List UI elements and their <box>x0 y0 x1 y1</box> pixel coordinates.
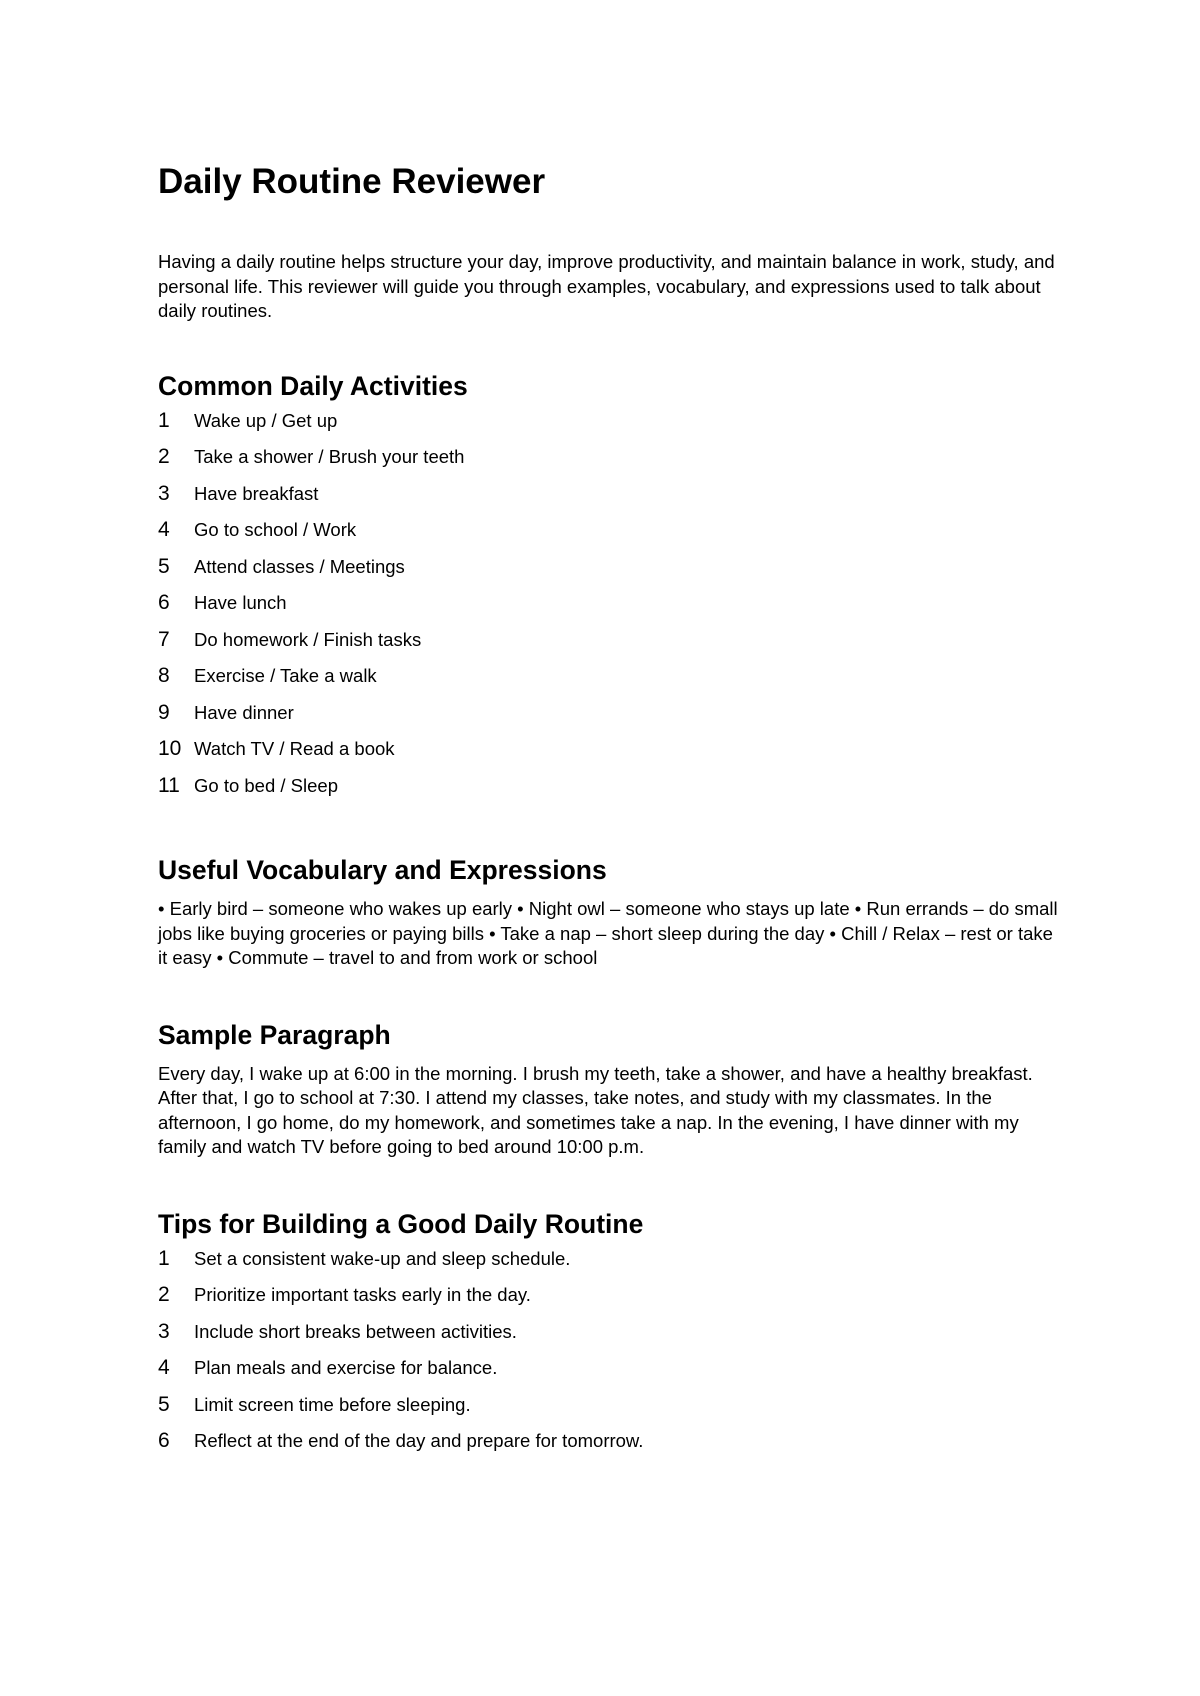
list-item <box>158 518 1058 555</box>
list-item <box>158 1283 1058 1320</box>
list-item-text: Go to school / Work <box>194 519 357 540</box>
vocabulary-heading: Useful Vocabulary and Expressions <box>158 855 607 885</box>
list-item-text: Wake up / Get up <box>194 409 338 431</box>
list-item <box>158 774 1058 811</box>
list-item-number: 1 <box>158 408 170 432</box>
list-item-number: 6 <box>158 1429 170 1452</box>
list-item <box>158 664 1058 701</box>
sample-section <box>158 1017 1058 1160</box>
list-item-number: 6 <box>158 591 170 614</box>
list-item-text: Take a shower / Brush your teeth <box>194 446 465 467</box>
list-item-number: 11 <box>158 773 180 797</box>
list-item <box>158 1393 1058 1430</box>
activities-section <box>158 368 1058 811</box>
list-item-text: Limit screen time before sleeping. <box>194 1393 471 1415</box>
list-item <box>158 701 1058 738</box>
list-item <box>158 628 1058 665</box>
list-item-number: 4 <box>158 1356 170 1379</box>
list-item <box>158 1247 1058 1284</box>
list-item <box>158 409 1058 446</box>
list-item-text: Prioritize important tasks early in the day. <box>194 1284 531 1305</box>
list-item <box>158 1320 1058 1357</box>
vocabulary-section <box>158 852 1058 971</box>
list-item-text: Have breakfast <box>194 482 319 504</box>
tips-list <box>158 1247 1058 1466</box>
list-item-number: 5 <box>158 554 170 578</box>
vocabulary-text: • Early bird – someone who wakes up early • Night owl – someone who stays up late • Run errands – do small jobs like buying groceries or paying bills • Take a nap – short sleep during the day • Chill / Relax – rest or take it easy • Commute – travel to and from work or school <box>158 898 1058 968</box>
list-item <box>158 1429 1058 1466</box>
list-item-text: Have lunch <box>194 592 287 613</box>
list-item-text: Do homework / Finish tasks <box>194 628 422 650</box>
list-item <box>158 555 1058 592</box>
list-item-number: 2 <box>158 1283 170 1306</box>
activities-heading: Common Daily Activities <box>158 370 468 401</box>
list-item-number: 4 <box>158 518 170 541</box>
list-item-number: 3 <box>158 1319 170 1343</box>
sample-heading: Sample Paragraph <box>158 1019 391 1050</box>
list-item-text: Set a consistent wake-up and sleep schedule. <box>194 1247 571 1269</box>
list-item <box>158 737 1058 774</box>
list-item-text: Attend classes / Meetings <box>194 555 405 577</box>
list-item-text: Exercise / Take a walk <box>194 665 377 686</box>
list-item-number: 7 <box>158 627 170 651</box>
list-item <box>158 482 1058 519</box>
tips-section <box>158 1206 1058 1466</box>
sample-paragraph: Every day, I wake up at 6:00 in the morning. I brush my teeth, take a shower, and have a healthy breakfast. After that, I go to school at 7:30. I attend my classes, take notes, and study with my classmates. In the afternoon, I go home, do my homework, and sometimes take a nap. In the evening, I have dinner with my family and watch TV before going to bed around 10:00 p.m. <box>158 1062 1033 1157</box>
list-item-number: 9 <box>158 700 170 724</box>
list-item <box>158 445 1058 482</box>
list-item-text: Go to bed / Sleep <box>194 774 338 796</box>
list-item-text: Watch TV / Read a book <box>194 738 395 759</box>
intro-paragraph: Having a daily routine helps structure your day, improve productivity, and maintain balance in work, study, and personal life. This reviewer will guide you through examples, vocabulary, and expressions used to talk about daily routines. <box>158 251 1055 321</box>
list-item-number: 10 <box>158 737 182 760</box>
list-item-number: 3 <box>158 481 170 505</box>
list-item-text: Plan meals and exercise for balance. <box>194 1357 498 1378</box>
page-title: Daily Routine Reviewer <box>158 162 546 201</box>
document-page <box>158 158 1058 1466</box>
list-item <box>158 1356 1058 1393</box>
list-item-text: Have dinner <box>194 701 294 723</box>
activities-list <box>158 409 1058 811</box>
list-item-text: Include short breaks between activities. <box>194 1320 517 1342</box>
list-item <box>158 591 1058 628</box>
list-item-number: 1 <box>158 1246 170 1270</box>
list-item-text: Reflect at the end of the day and prepare for tomorrow. <box>194 1430 644 1451</box>
tips-heading: Tips for Building a Good Daily Routine <box>158 1208 644 1239</box>
list-item-number: 8 <box>158 664 170 687</box>
list-item-number: 2 <box>158 445 170 468</box>
list-item-number: 5 <box>158 1392 170 1416</box>
